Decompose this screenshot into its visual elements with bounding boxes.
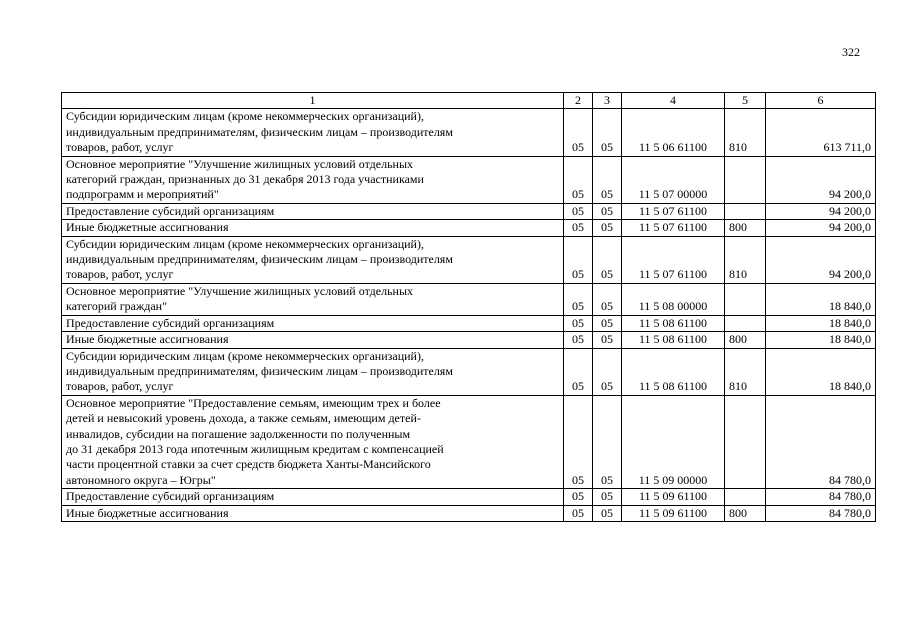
header-col-1: 1 [62, 93, 564, 109]
row-name-cell: Иные бюджетные ассигнования [62, 332, 564, 348]
row-subsection-cell: 05 [593, 109, 622, 156]
table-row [62, 220, 876, 236]
header-col-5: 5 [725, 93, 766, 109]
row-section-cell: 05 [564, 315, 593, 331]
row-section-cell: 05 [564, 395, 593, 488]
table-header-row [62, 93, 876, 109]
table-row [62, 395, 876, 488]
row-target-code-cell: 11 5 06 61100 [622, 109, 725, 156]
row-name-cell: Основное мероприятие "Предоставление семьям, имеющим трех и более детей и невысокий уровень дохода, а также семьям, имеющим детей- инвалидов, субсидии на погашение задолженности по полученным до 31 декабря 2013 года ипотечным жилищным кредитам с компенсацией части процентной ставки за счет средств бюджета Ханты-Мансийского автономного округа – Югры" [62, 395, 564, 488]
row-name-cell: Субсидии юридическим лицам (кроме некоммерческих организаций), индивидуальным предпринимателям, физическим лицам – производителям товаров, работ, услуг [62, 236, 564, 283]
row-subsection-cell: 05 [593, 332, 622, 348]
row-section-cell: 05 [564, 348, 593, 395]
row-subsection-cell: 05 [593, 348, 622, 395]
row-section-cell: 05 [564, 283, 593, 315]
row-target-code-cell: 11 5 08 61100 [622, 315, 725, 331]
row-amount-cell: 84 780,0 [766, 505, 876, 521]
row-expense-type-cell [725, 156, 766, 203]
row-name-cell: Предоставление субсидий организациям [62, 315, 564, 331]
row-name-cell: Субсидии юридическим лицам (кроме некоммерческих организаций), индивидуальным предпринимателям, физическим лицам – производителям товаров, работ, услуг [62, 348, 564, 395]
row-section-cell: 05 [564, 236, 593, 283]
row-amount-cell: 84 780,0 [766, 489, 876, 505]
row-amount-cell: 613 711,0 [766, 109, 876, 156]
row-section-cell: 05 [564, 156, 593, 203]
row-expense-type-cell: 800 [725, 332, 766, 348]
row-expense-type-cell: 810 [725, 236, 766, 283]
row-amount-cell: 18 840,0 [766, 315, 876, 331]
row-target-code-cell: 11 5 07 00000 [622, 156, 725, 203]
table-row [62, 109, 876, 156]
row-target-code-cell: 11 5 08 61100 [622, 348, 725, 395]
row-amount-cell: 94 200,0 [766, 236, 876, 283]
row-target-code-cell: 11 5 07 61100 [622, 220, 725, 236]
row-target-code-cell: 11 5 09 00000 [622, 395, 725, 488]
row-expense-type-cell [725, 203, 766, 219]
row-amount-cell: 94 200,0 [766, 220, 876, 236]
row-section-cell: 05 [564, 489, 593, 505]
row-amount-cell: 94 200,0 [766, 156, 876, 203]
row-target-code-cell: 11 5 09 61100 [622, 505, 725, 521]
header-col-2: 2 [564, 93, 593, 109]
table-body [62, 109, 876, 522]
row-expense-type-cell [725, 283, 766, 315]
row-subsection-cell: 05 [593, 156, 622, 203]
row-amount-cell: 18 840,0 [766, 283, 876, 315]
row-section-cell: 05 [564, 332, 593, 348]
table-row [62, 348, 876, 395]
row-expense-type-cell [725, 315, 766, 331]
header-col-4: 4 [622, 93, 725, 109]
row-amount-cell: 84 780,0 [766, 395, 876, 488]
budget-table [61, 92, 876, 522]
row-section-cell: 05 [564, 505, 593, 521]
table-row [62, 489, 876, 505]
row-name-cell: Предоставление субсидий организациям [62, 203, 564, 219]
table-row [62, 203, 876, 219]
row-subsection-cell: 05 [593, 283, 622, 315]
row-amount-cell: 18 840,0 [766, 348, 876, 395]
row-target-code-cell: 11 5 09 61100 [622, 489, 725, 505]
table-row [62, 505, 876, 521]
page-number: 322 [842, 45, 860, 59]
row-expense-type-cell: 800 [725, 220, 766, 236]
table-row [62, 236, 876, 283]
row-section-cell: 05 [564, 203, 593, 219]
row-section-cell: 05 [564, 220, 593, 236]
row-name-cell: Иные бюджетные ассигнования [62, 505, 564, 521]
row-name-cell: Субсидии юридическим лицам (кроме некоммерческих организаций), индивидуальным предпринимателям, физическим лицам – производителям товаров, работ, услуг [62, 109, 564, 156]
row-subsection-cell: 05 [593, 236, 622, 283]
table-row [62, 283, 876, 315]
row-subsection-cell: 05 [593, 203, 622, 219]
table-row [62, 156, 876, 203]
row-target-code-cell: 11 5 08 61100 [622, 332, 725, 348]
row-expense-type-cell [725, 489, 766, 505]
row-subsection-cell: 05 [593, 220, 622, 236]
row-subsection-cell: 05 [593, 315, 622, 331]
table-row [62, 332, 876, 348]
row-subsection-cell: 05 [593, 489, 622, 505]
header-col-6: 6 [766, 93, 876, 109]
table-row [62, 315, 876, 331]
row-target-code-cell: 11 5 07 61100 [622, 203, 725, 219]
row-expense-type-cell [725, 395, 766, 488]
row-expense-type-cell: 810 [725, 348, 766, 395]
header-col-3: 3 [593, 93, 622, 109]
row-name-cell: Основное мероприятие "Улучшение жилищных условий отдельных категорий граждан, признанных до 31 декабря 2013 года участниками подпрограмм и мероприятий" [62, 156, 564, 203]
row-name-cell: Основное мероприятие "Улучшение жилищных условий отдельных категорий граждан" [62, 283, 564, 315]
row-target-code-cell: 11 5 08 00000 [622, 283, 725, 315]
row-expense-type-cell: 800 [725, 505, 766, 521]
row-target-code-cell: 11 5 07 61100 [622, 236, 725, 283]
row-subsection-cell: 05 [593, 505, 622, 521]
row-subsection-cell: 05 [593, 395, 622, 488]
row-name-cell: Иные бюджетные ассигнования [62, 220, 564, 236]
row-amount-cell: 94 200,0 [766, 203, 876, 219]
row-expense-type-cell: 810 [725, 109, 766, 156]
row-amount-cell: 18 840,0 [766, 332, 876, 348]
row-name-cell: Предоставление субсидий организациям [62, 489, 564, 505]
row-section-cell: 05 [564, 109, 593, 156]
